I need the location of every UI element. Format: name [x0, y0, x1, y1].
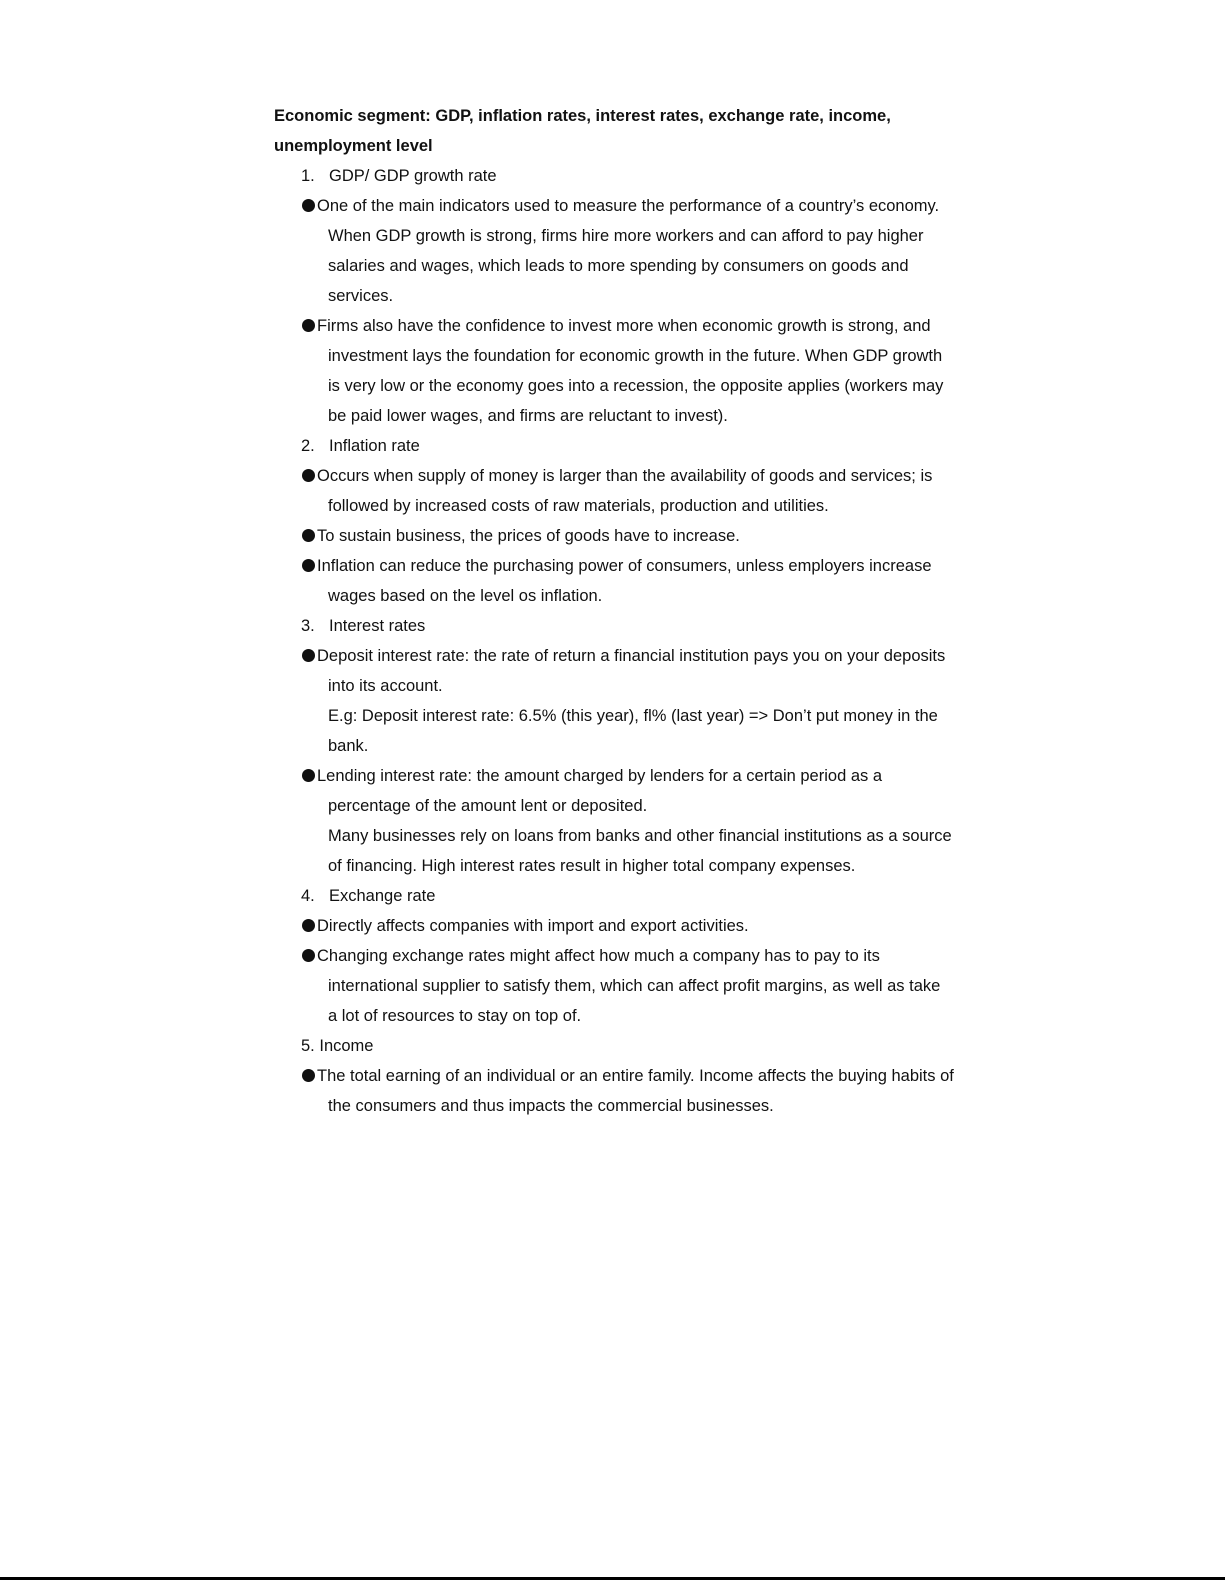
bullet-text: To sustain business, the prices of goods have to increase.	[317, 527, 740, 545]
bullet-item	[274, 311, 954, 431]
bullet-dot-icon	[302, 1069, 315, 1082]
section-title-text: Inflation rate	[329, 437, 420, 455]
bullet-text: The total earning of an individual or an entire family. Income affects the buying habits of the consumers and thus impacts the commercial businesses.	[317, 1067, 954, 1115]
bullet-dot-icon	[302, 649, 315, 662]
bullet-dot-icon	[302, 199, 315, 212]
section-number: 4.	[301, 887, 315, 905]
bullet-text: Lending interest rate: the amount charged by lenders for a certain period as a percentage of the amount lent or deposited.	[317, 767, 883, 815]
document-heading: Economic segment: GDP, inflation rates, interest rates, exchange rate, income, unemployment level	[274, 107, 891, 155]
bullet-dot-icon	[302, 769, 315, 782]
bullet-text: Deposit interest rate: the rate of return a financial institution pays you on your deposits into its account.	[317, 647, 946, 695]
bullet-item	[274, 461, 954, 521]
bullet-item	[274, 761, 954, 821]
section-number: 2.	[301, 437, 315, 455]
document-content	[274, 101, 954, 1121]
section-title-exchange	[274, 881, 954, 911]
section-title-gdp	[274, 161, 954, 191]
bullet-item	[274, 1061, 954, 1121]
section-number: 5.	[301, 1037, 315, 1055]
section-title-text: Exchange rate	[329, 887, 436, 905]
bullet-item	[274, 551, 954, 611]
bullet-text: Occurs when supply of money is larger than the availability of goods and services; is followed by increased costs of raw materials, production and utilities.	[317, 467, 933, 515]
bullet-text: One of the main indicators used to measure the performance of a country’s economy. When GDP growth is strong, firms hire more workers and can afford to pay higher salaries and wages, which leads to more spending by consumers on goods and services.	[317, 197, 940, 305]
section-number: 1.	[301, 167, 315, 185]
bullet-dot-icon	[302, 469, 315, 482]
bullet-dot-icon	[302, 529, 315, 542]
bullet-dot-icon	[302, 319, 315, 332]
section-title-income	[274, 1031, 954, 1061]
bullet-item	[274, 521, 954, 551]
bullet-item	[274, 941, 954, 1031]
page-bottom-border	[0, 1577, 1225, 1580]
section-title-text: Income	[319, 1037, 374, 1055]
bullet-dot-icon	[302, 559, 315, 572]
bullet-item	[274, 641, 954, 701]
section-title-text: GDP/ GDP growth rate	[329, 167, 497, 185]
note-text: Many businesses rely on loans from banks and other financial institutions as a source of financing. High interest rates result in higher total company expenses.	[328, 827, 952, 875]
section-title-inflation	[274, 431, 954, 461]
bullet-item	[274, 911, 954, 941]
bullet-text: Directly affects companies with import and export activities.	[317, 917, 749, 935]
bullet-text: Inflation can reduce the purchasing power of consumers, unless employers increase wages based on the level os inflation.	[317, 557, 932, 605]
bullet-dot-icon	[302, 919, 315, 932]
bullet-text: Changing exchange rates might affect how much a company has to pay to its international supplier to satisfy them, which can affect profit margins, as well as take a lot of resources to stay on top of.	[317, 947, 941, 1025]
section-title-text: Interest rates	[329, 617, 426, 635]
bullet-dot-icon	[302, 949, 315, 962]
section-title-interest	[274, 611, 954, 641]
bullet-item	[274, 191, 954, 311]
note-text: E.g: Deposit interest rate: 6.5% (this year), ﬂ% (last year) => Don’t put money in the bank.	[328, 707, 938, 755]
bullet-text: Firms also have the confidence to invest more when economic growth is strong, and investment lays the foundation for economic growth in the future. When GDP growth is very low or the economy goes into a recession, the opposite applies (workers may be paid lower wages, and firms are reluctant to invest).	[317, 317, 944, 425]
section-number: 3.	[301, 617, 315, 635]
